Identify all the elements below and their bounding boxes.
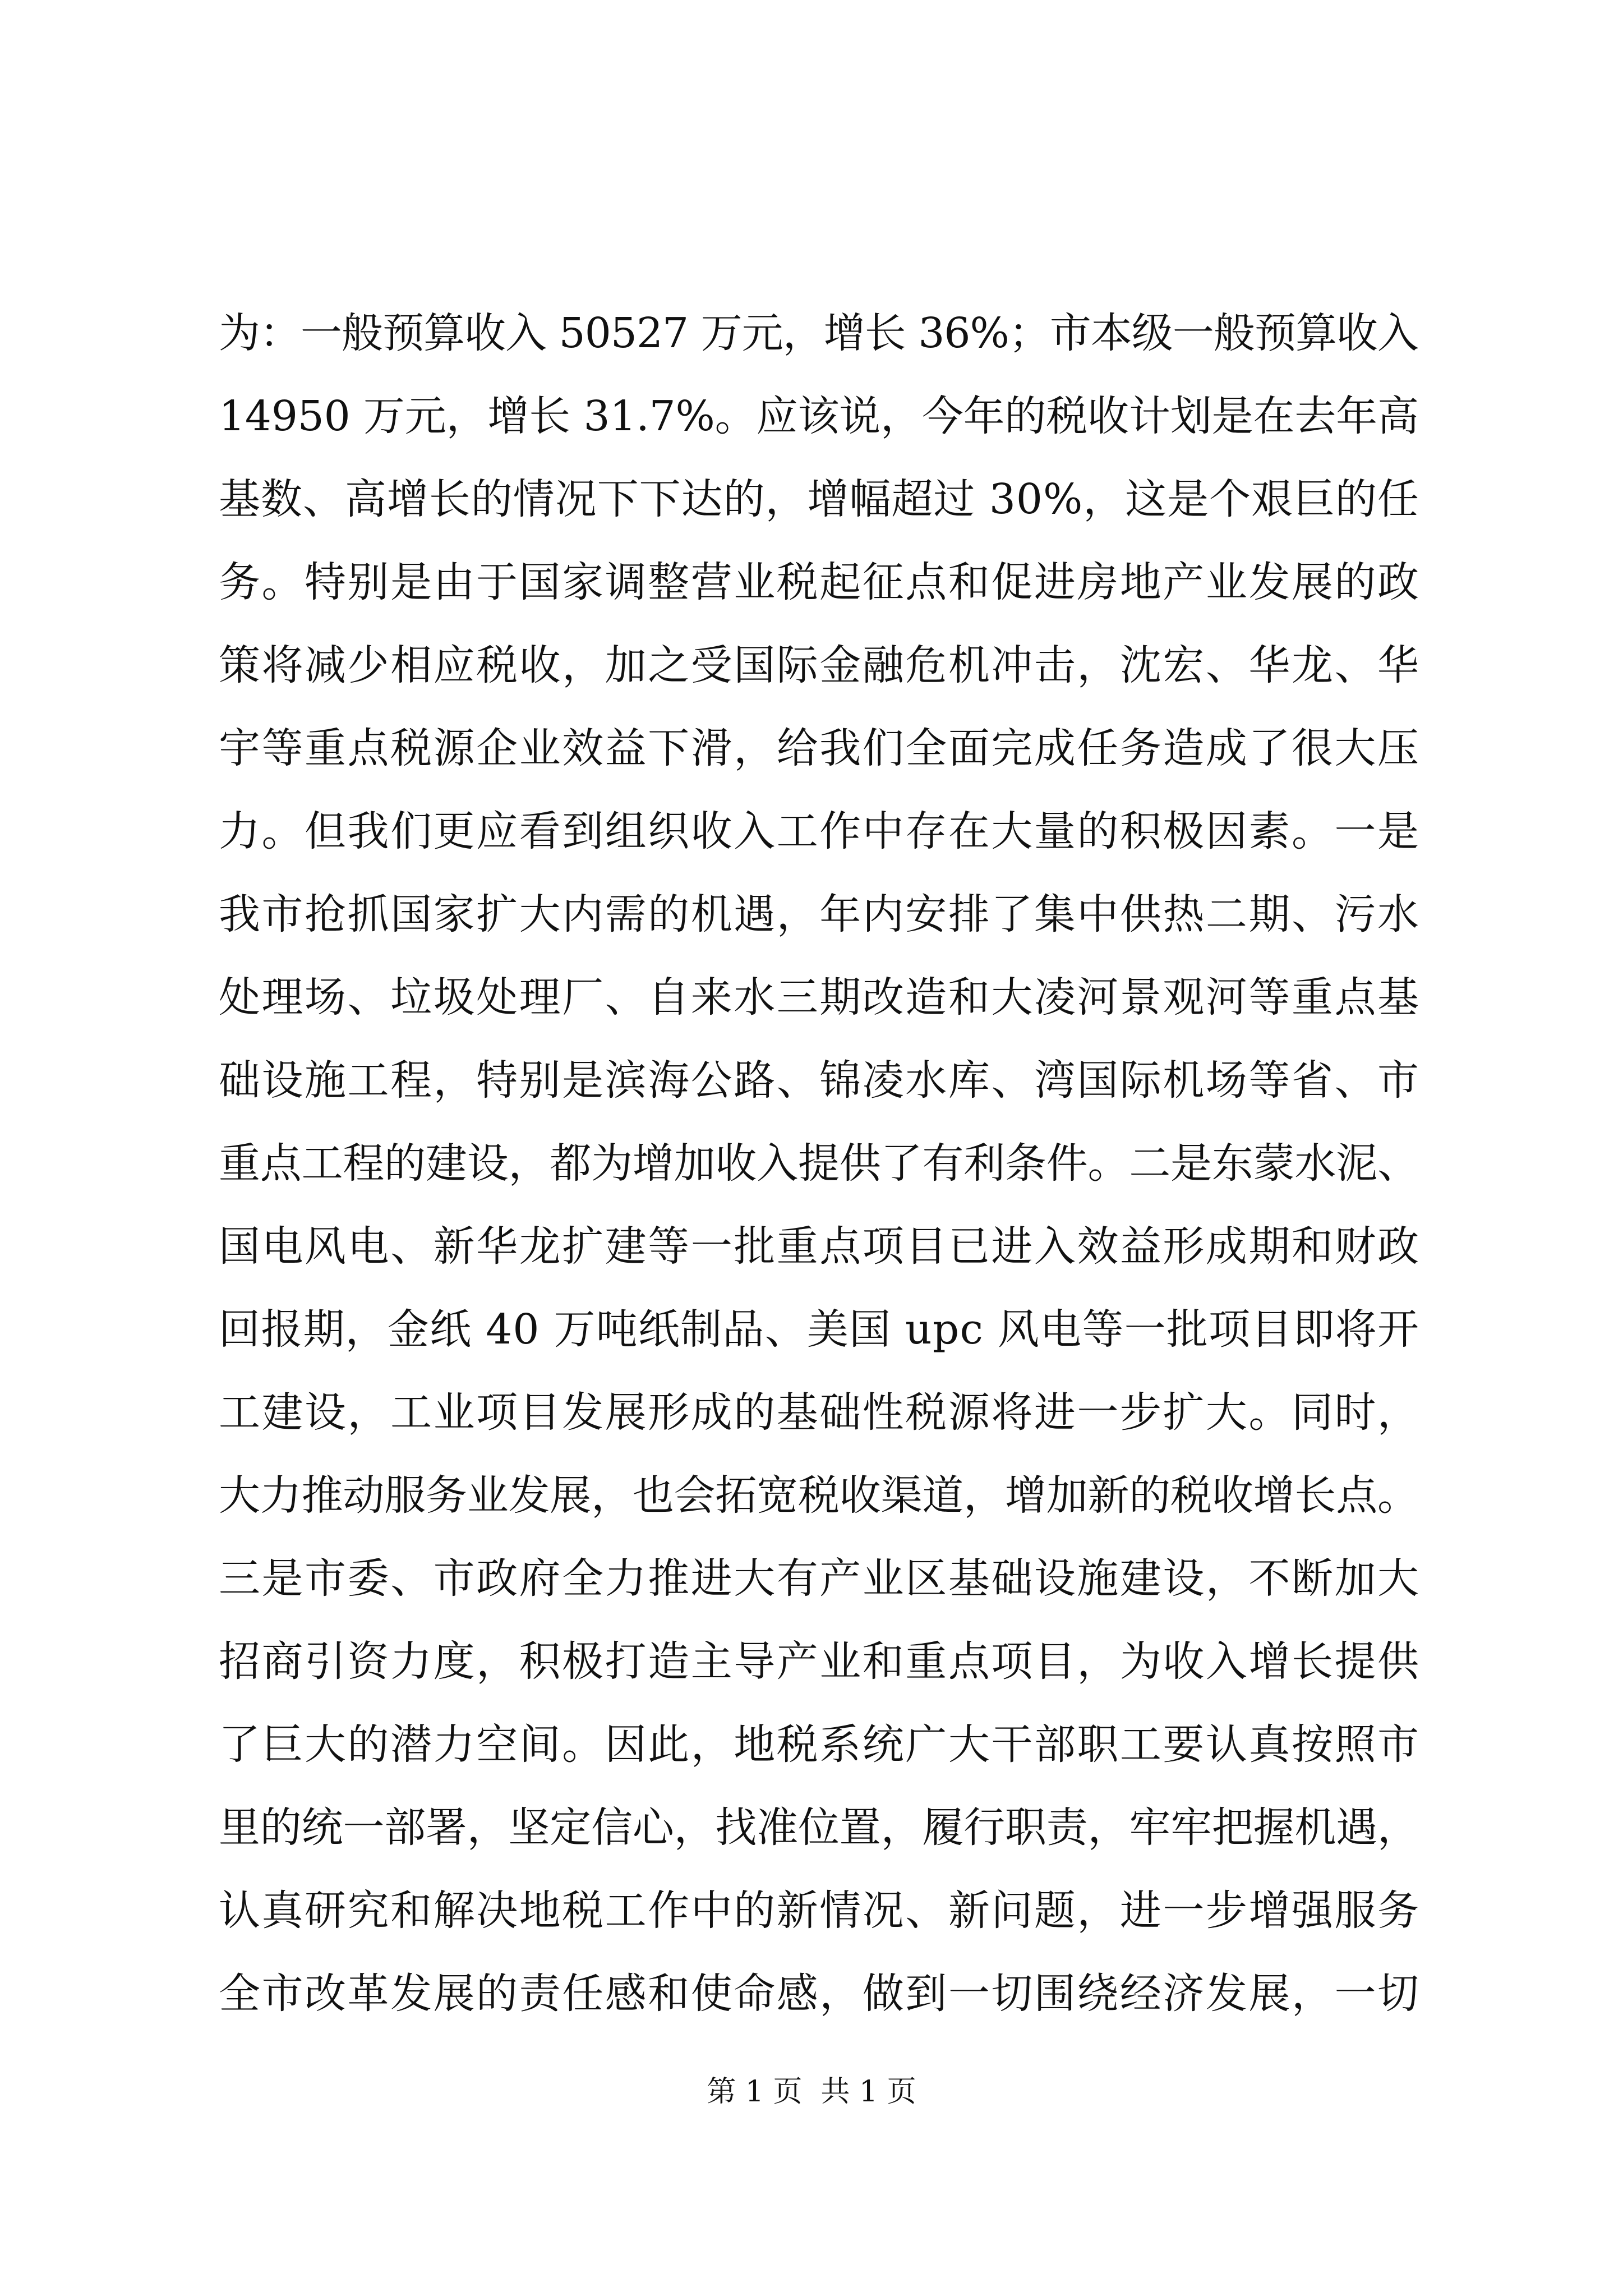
text-line: 处理场、垃圾处理厂、自来水三期改造和大凌河景观河等重点基 xyxy=(219,973,1421,1022)
body-paragraph xyxy=(219,292,1419,2035)
text-line: 础设施工程，特别是滨海公路、锦凌水库、湾国际机场等省、市 xyxy=(219,1056,1421,1105)
text-line: 务。特别是由于国家调整营业税起征点和促进房地产业发展的政 xyxy=(219,558,1421,606)
text-line: 基数、高增长的情况下下达的，增幅超过 30%，这是个艰巨的任 xyxy=(219,475,1419,523)
text-line: 三是市委、市政府全力推进大有产业区基础设施建设，不断加大 xyxy=(219,1554,1421,1603)
text-line: 为：一般预算收入 50527 万元，增长 36%；市本级一般预算收入 xyxy=(219,309,1419,357)
text-line: 重点工程的建设，都为增加收入提供了有利条件。二是东蒙水泥、 xyxy=(219,1139,1419,1188)
text-line: 力。但我们更应看到组织收入工作中存在大量的积极因素。一是 xyxy=(219,807,1421,855)
text-line: 了巨大的潜力空间。因此，地税系统广大干部职工要认真按照市 xyxy=(219,1720,1421,1769)
text-line: 14950 万元，增长 31.7%。应该说，今年的税收计划是在去年高 xyxy=(219,392,1419,440)
text-line: 工建设，工业项目发展形成的基础性税源将进一步扩大。同时， xyxy=(219,1388,1421,1437)
text-line: 我市抢抓国家扩大内需的机遇，年内安排了集中供热二期、污水 xyxy=(219,890,1421,938)
text-line: 策将减少相应税收，加之受国际金融危机冲击，沈宏、华龙、华 xyxy=(219,641,1421,689)
text-line: 大力推动服务业发展，也会拓宽税收渠道，增加新的税收增长点。 xyxy=(219,1471,1419,1520)
text-line: 国电风电、新华龙扩建等一批重点项目已进入效益形成期和财政 xyxy=(219,1222,1421,1271)
text-line: 认真研究和解决地税工作中的新情况、新问题，进一步增强服务 xyxy=(219,1887,1421,1935)
text-line: 宇等重点税源企业效益下滑，给我们全面完成任务造成了很大压 xyxy=(219,724,1421,772)
text-line: 全市改革发展的责任感和使命感，做到一切围绕经济发展，一切 xyxy=(219,1970,1421,2018)
text-line: 招商引资力度，积极打造主导产业和重点项目，为收入增长提供 xyxy=(219,1637,1421,1686)
text-line: 里的统一部署，坚定信心，找准位置，履行职责，牢牢把握机遇， xyxy=(219,1803,1419,1852)
text-line: 回报期，金纸 40 万吨纸制品、美国 upc 风电等一批项目即将开 xyxy=(219,1305,1420,1354)
page-number-footer: 第 1 页 共 1 页 xyxy=(707,2075,916,2109)
